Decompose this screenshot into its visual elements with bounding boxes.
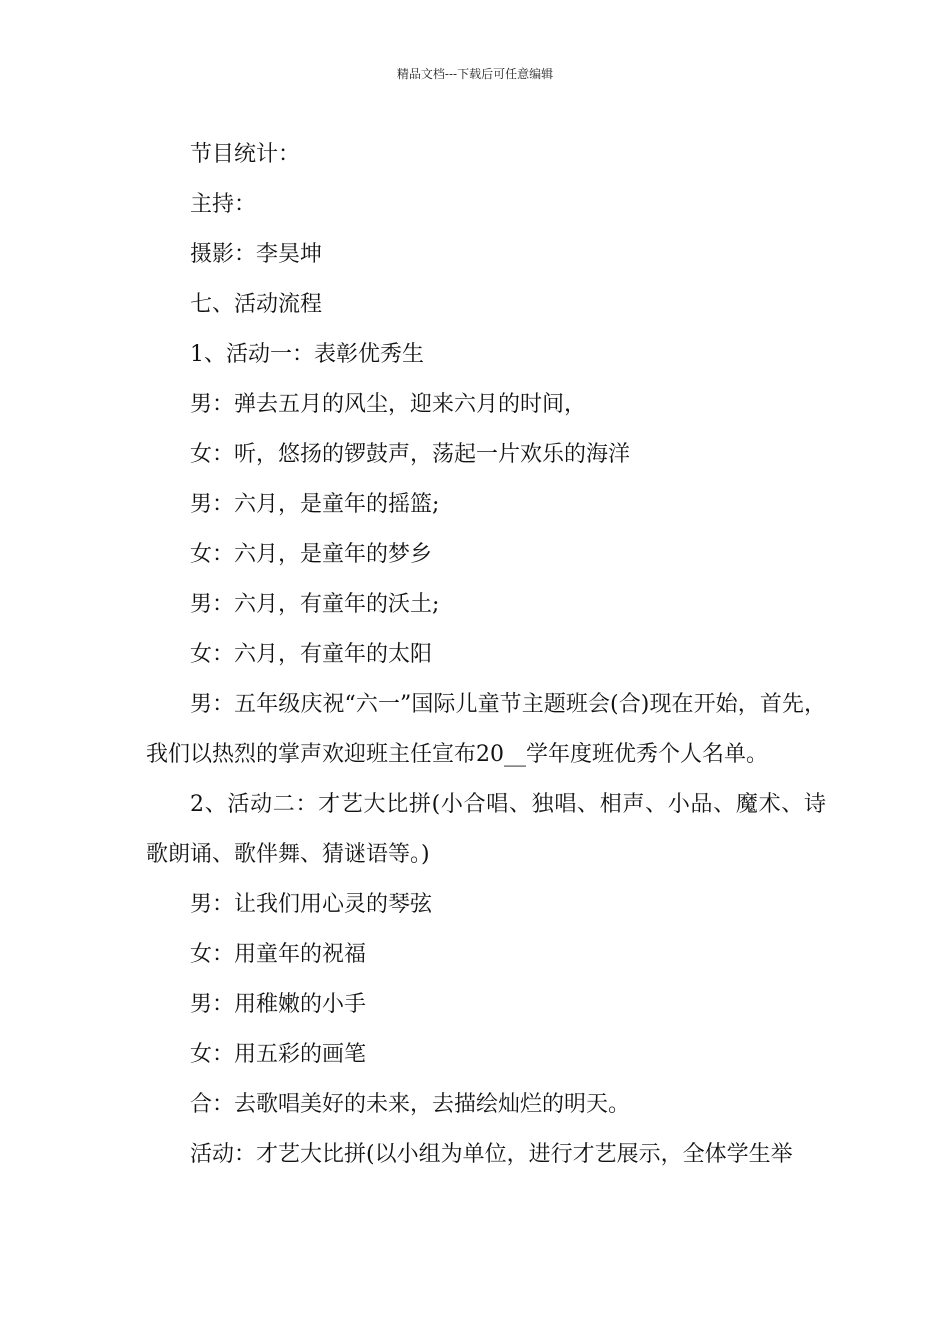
paragraph-activity-two: 2、活动二：才艺大比拼(小合唱、独唱、相声、小品、魔术、诗歌朗诵、歌伴舞、猜谜语等。) bbox=[146, 792, 826, 867]
dialogue-line-opening: 男：五年级庆祝“六一”国际儿童节主题班会(合)现在开始，首先，我们以热烈的掌声欢迎班主任宣布20__学年度班优秀个人名单。 bbox=[146, 692, 826, 767]
dialogue-line-chorus: 合：去歌唱美好的未来，去描绘灿烂的明天。 bbox=[190, 1092, 631, 1117]
section-heading-activity-process: 七、活动流程 bbox=[190, 292, 323, 317]
dialogue-line: 女：听，悠扬的锣鼓声，荡起一片欢乐的海洋 bbox=[190, 442, 631, 467]
dialogue-line: 男：六月，是童年的摇篮; bbox=[190, 492, 440, 517]
dialogue-line: 男：让我们用心灵的琴弦 bbox=[190, 892, 433, 917]
paragraph-photography: 摄影：李昊坤 bbox=[190, 242, 323, 267]
dialogue-line: 男：六月，有童年的沃土; bbox=[190, 592, 440, 617]
dialogue-line: 男：用稚嫩的小手 bbox=[190, 992, 367, 1017]
dialogue-line: 女：六月，是童年的梦乡 bbox=[190, 542, 433, 567]
document-body bbox=[146, 130, 826, 1180]
paragraph-program-stats: 节目统计： bbox=[190, 142, 301, 167]
dialogue-line: 男：弹去五月的风尘，迎来六月的时间， bbox=[190, 392, 587, 417]
paragraph-activity-talent: 活动：才艺大比拼(以小组为单位，进行才艺展示，全体学生举 bbox=[190, 1142, 793, 1167]
dialogue-line: 女：用五彩的画笔 bbox=[190, 1042, 367, 1067]
dialogue-line: 女：用童年的祝福 bbox=[190, 942, 367, 967]
page-header: 精品文档---下载后可任意编辑 bbox=[396, 67, 554, 81]
paragraph-activity-one: 1、活动一：表彰优秀生 bbox=[190, 342, 424, 367]
paragraph-host: 主持： bbox=[190, 192, 257, 217]
dialogue-line: 女：六月，有童年的太阳 bbox=[190, 642, 433, 667]
